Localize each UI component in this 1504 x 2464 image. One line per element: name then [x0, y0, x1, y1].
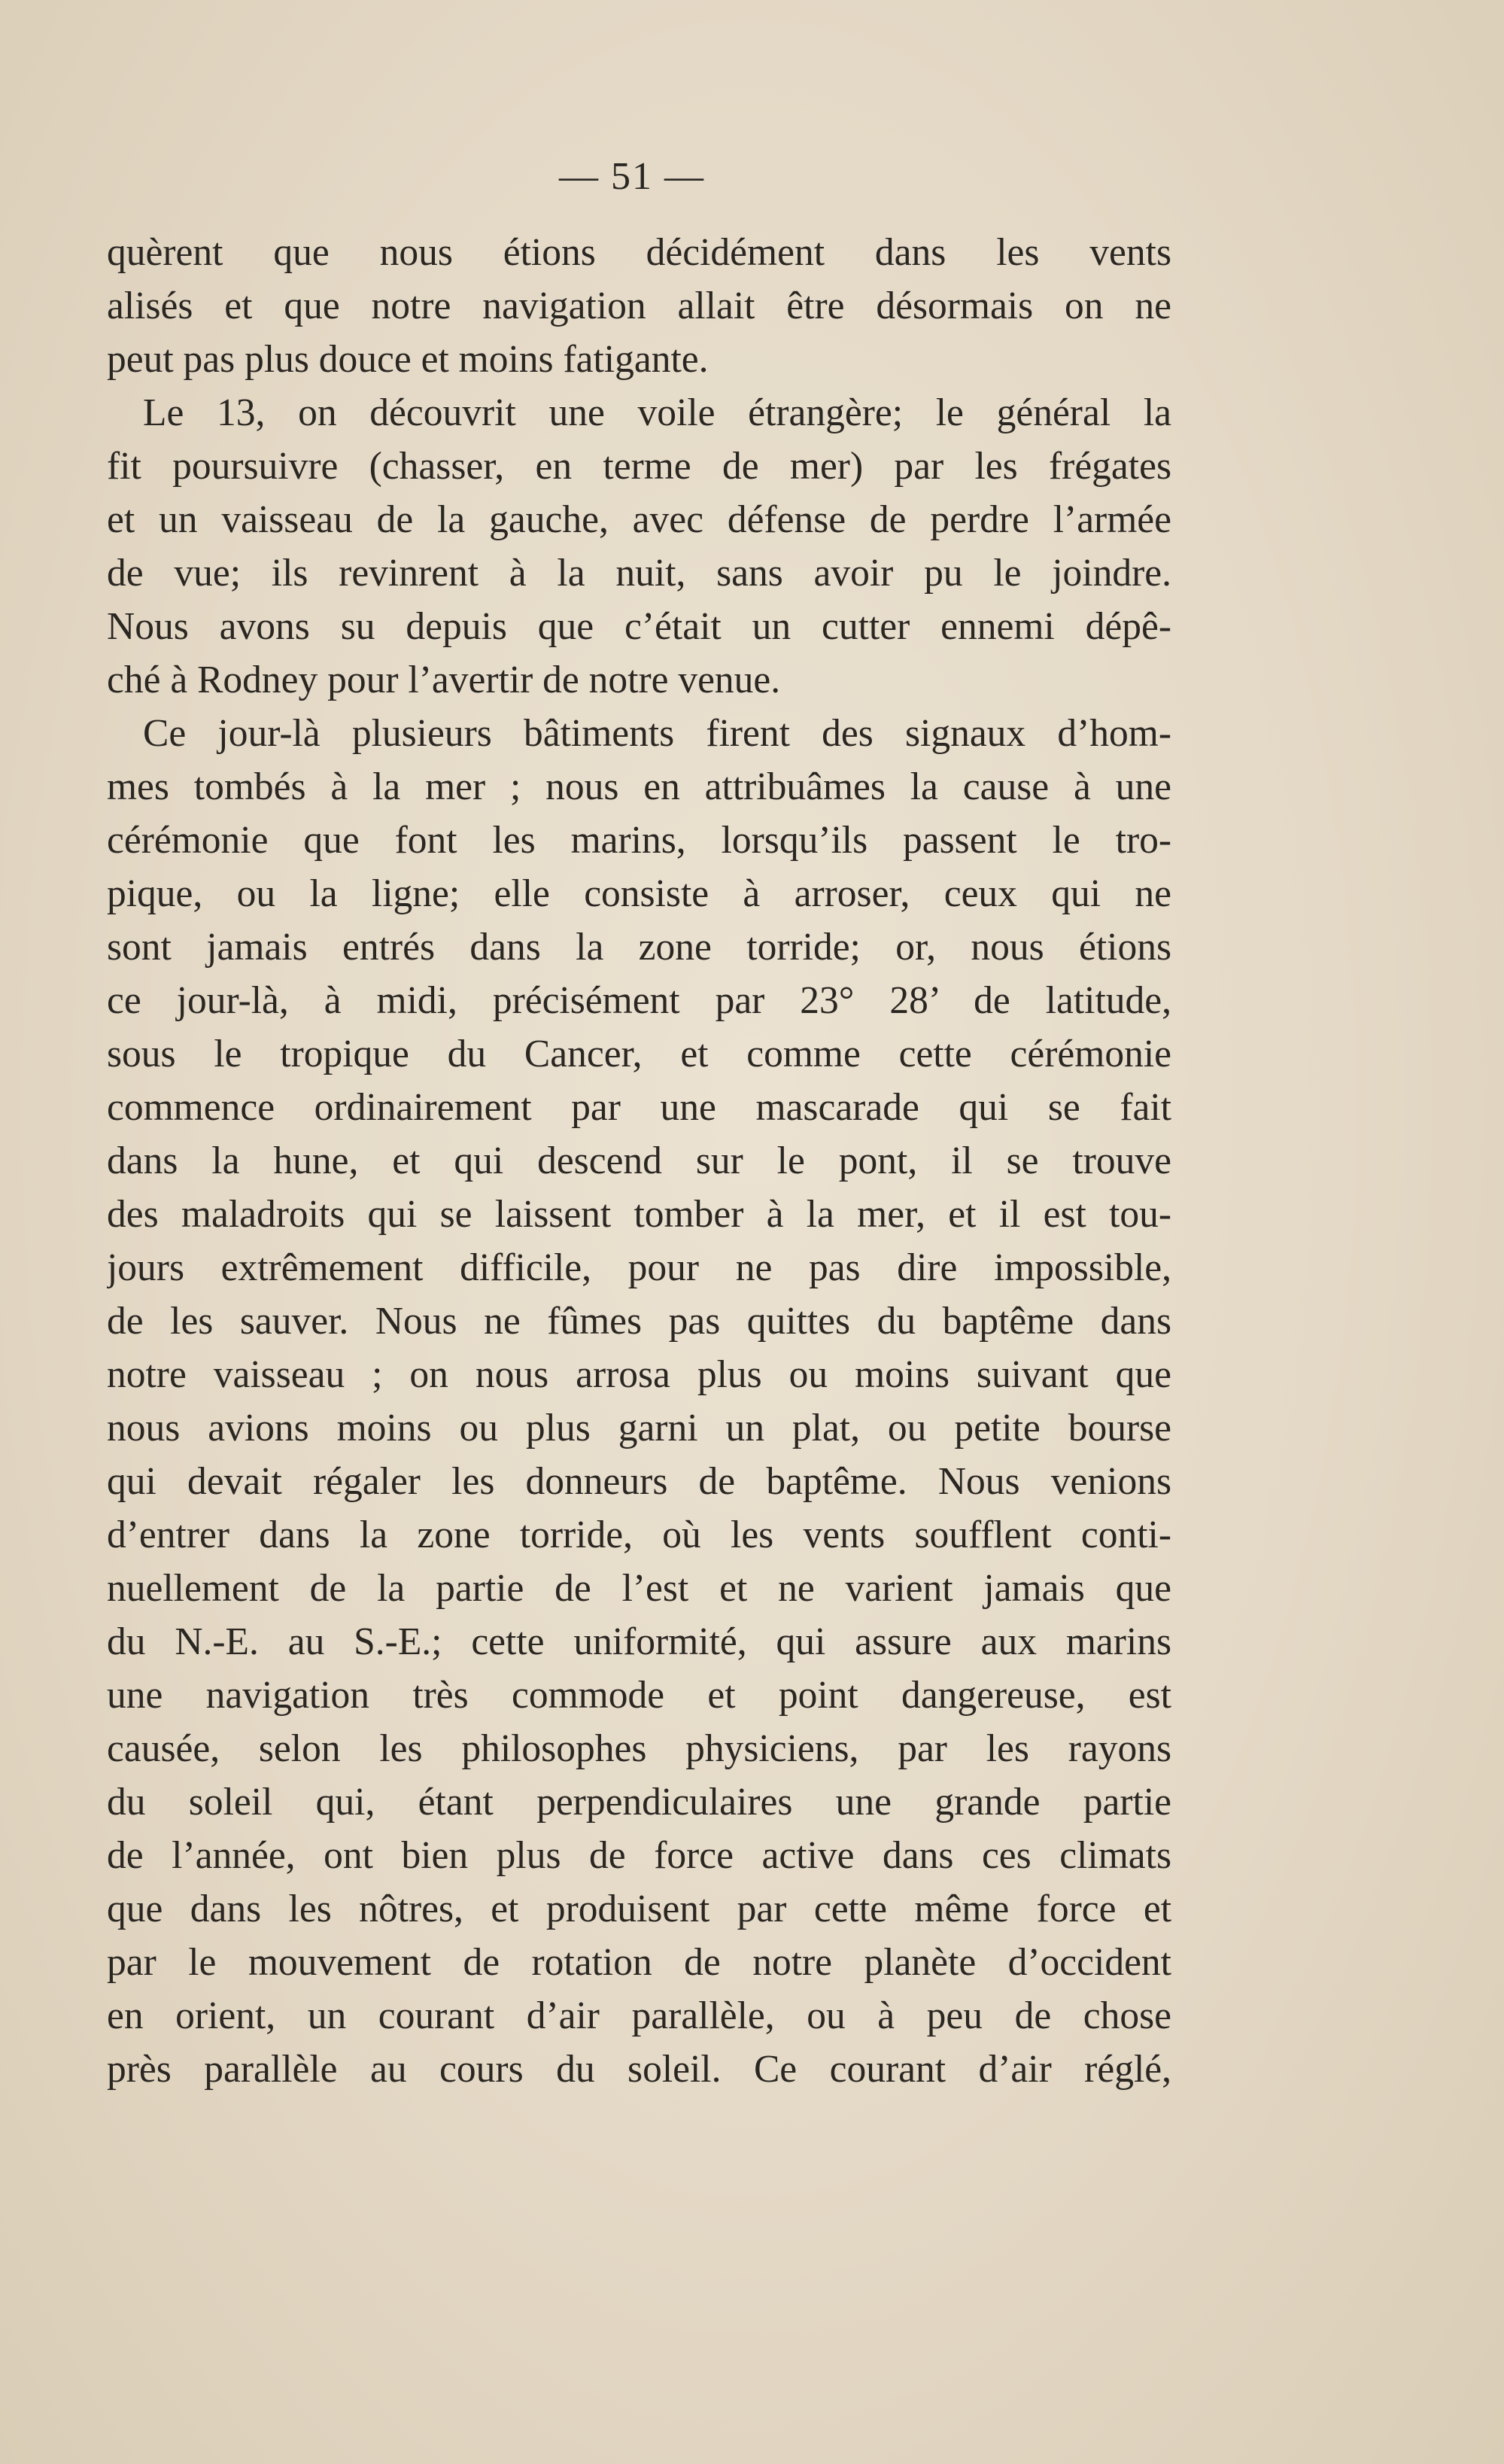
text-line: de vue; ils revinrent à la nuit, sans avoir pu le joindre.: [107, 552, 1171, 595]
text-line: Nous avons su depuis que c’était un cutter ennemi dépê-: [107, 605, 1171, 648]
text-line: nous avions moins ou plus garni un plat, ou petite bourse: [107, 1407, 1171, 1450]
text-line: notre vaisseau ; on nous arrosa plus ou moins suivant que: [107, 1353, 1171, 1396]
text-line: de l’année, ont bien plus de force active dans ces climats: [107, 1834, 1171, 1877]
text-line: alisés et que notre navigation allait être désormais on ne: [107, 284, 1171, 327]
text-line: causée, selon les philosophes physiciens, par les rayons: [107, 1727, 1171, 1770]
text-line: du N.-E. au S.-E.; cette uniformité, qui assure aux marins: [107, 1620, 1171, 1663]
text-line: Le 13, on découvrit une voile étrangère; le général la: [143, 391, 1171, 434]
text-line: commence ordinairement par une mascarade qui se fait: [107, 1086, 1171, 1129]
text-line: Ce jour-là plusieurs bâtiments firent des signaux d’hom-: [143, 712, 1171, 755]
text-line: nuellement de la partie de l’est et ne varient jamais que: [107, 1567, 1171, 1610]
text-line: sont jamais entrés dans la zone torride; or, nous étions: [107, 926, 1171, 969]
text-line: fit poursuivre (chasser, en terme de mer) par les frégates: [107, 445, 1171, 488]
text-line: en orient, un courant d’air parallèle, ou à peu de chose: [107, 1994, 1171, 2037]
text-line: des maladroits qui se laissent tomber à la mer, et il est tou-: [107, 1193, 1171, 1236]
text-line: du soleil qui, étant perpendiculaires une grande partie: [107, 1781, 1171, 1824]
text-line: d’entrer dans la zone torride, où les vents soufflent conti-: [107, 1513, 1171, 1556]
body-text: [107, 226, 1171, 2096]
text-line: peut pas plus douce et moins fatigante.: [107, 338, 709, 381]
page-number: — 51 —: [559, 155, 705, 198]
text-line: de les sauver. Nous ne fûmes pas quittes du baptême dans: [107, 1300, 1171, 1343]
text-line: cérémonie que font les marins, lorsqu’ils passent le tro-: [107, 819, 1171, 862]
text-line: par le mouvement de rotation de notre planète d’occident: [107, 1941, 1171, 1984]
text-line: pique, ou la ligne; elle consiste à arroser, ceux qui ne: [107, 872, 1171, 915]
text-line: dans la hune, et qui descend sur le pont, il se trouve: [107, 1139, 1171, 1182]
text-line: jours extrêmement difficile, pour ne pas dire impossible,: [107, 1246, 1171, 1289]
text-line: que dans les nôtres, et produisent par cette même force et: [107, 1888, 1171, 1930]
text-line: sous le tropique du Cancer, et comme cette cérémonie: [107, 1033, 1171, 1075]
text-line: et un vaisseau de la gauche, avec défense de perdre l’armée: [107, 498, 1171, 541]
text-line: quèrent que nous étions décidément dans les vents: [107, 231, 1171, 274]
text-line: mes tombés à la mer ; nous en attribuâmes la cause à une: [107, 765, 1171, 808]
text-line: ché à Rodney pour l’avertir de notre venue.: [107, 659, 781, 701]
text-line: qui devait régaler les donneurs de baptême. Nous venions: [107, 1460, 1171, 1503]
text-line: près parallèle au cours du soleil. Ce courant d’air réglé,: [107, 2048, 1171, 2091]
text-line: ce jour-là, à midi, précisément par 23° 28’ de latitude,: [107, 979, 1171, 1022]
text-line: une navigation très commode et point dangereuse, est: [107, 1674, 1171, 1717]
